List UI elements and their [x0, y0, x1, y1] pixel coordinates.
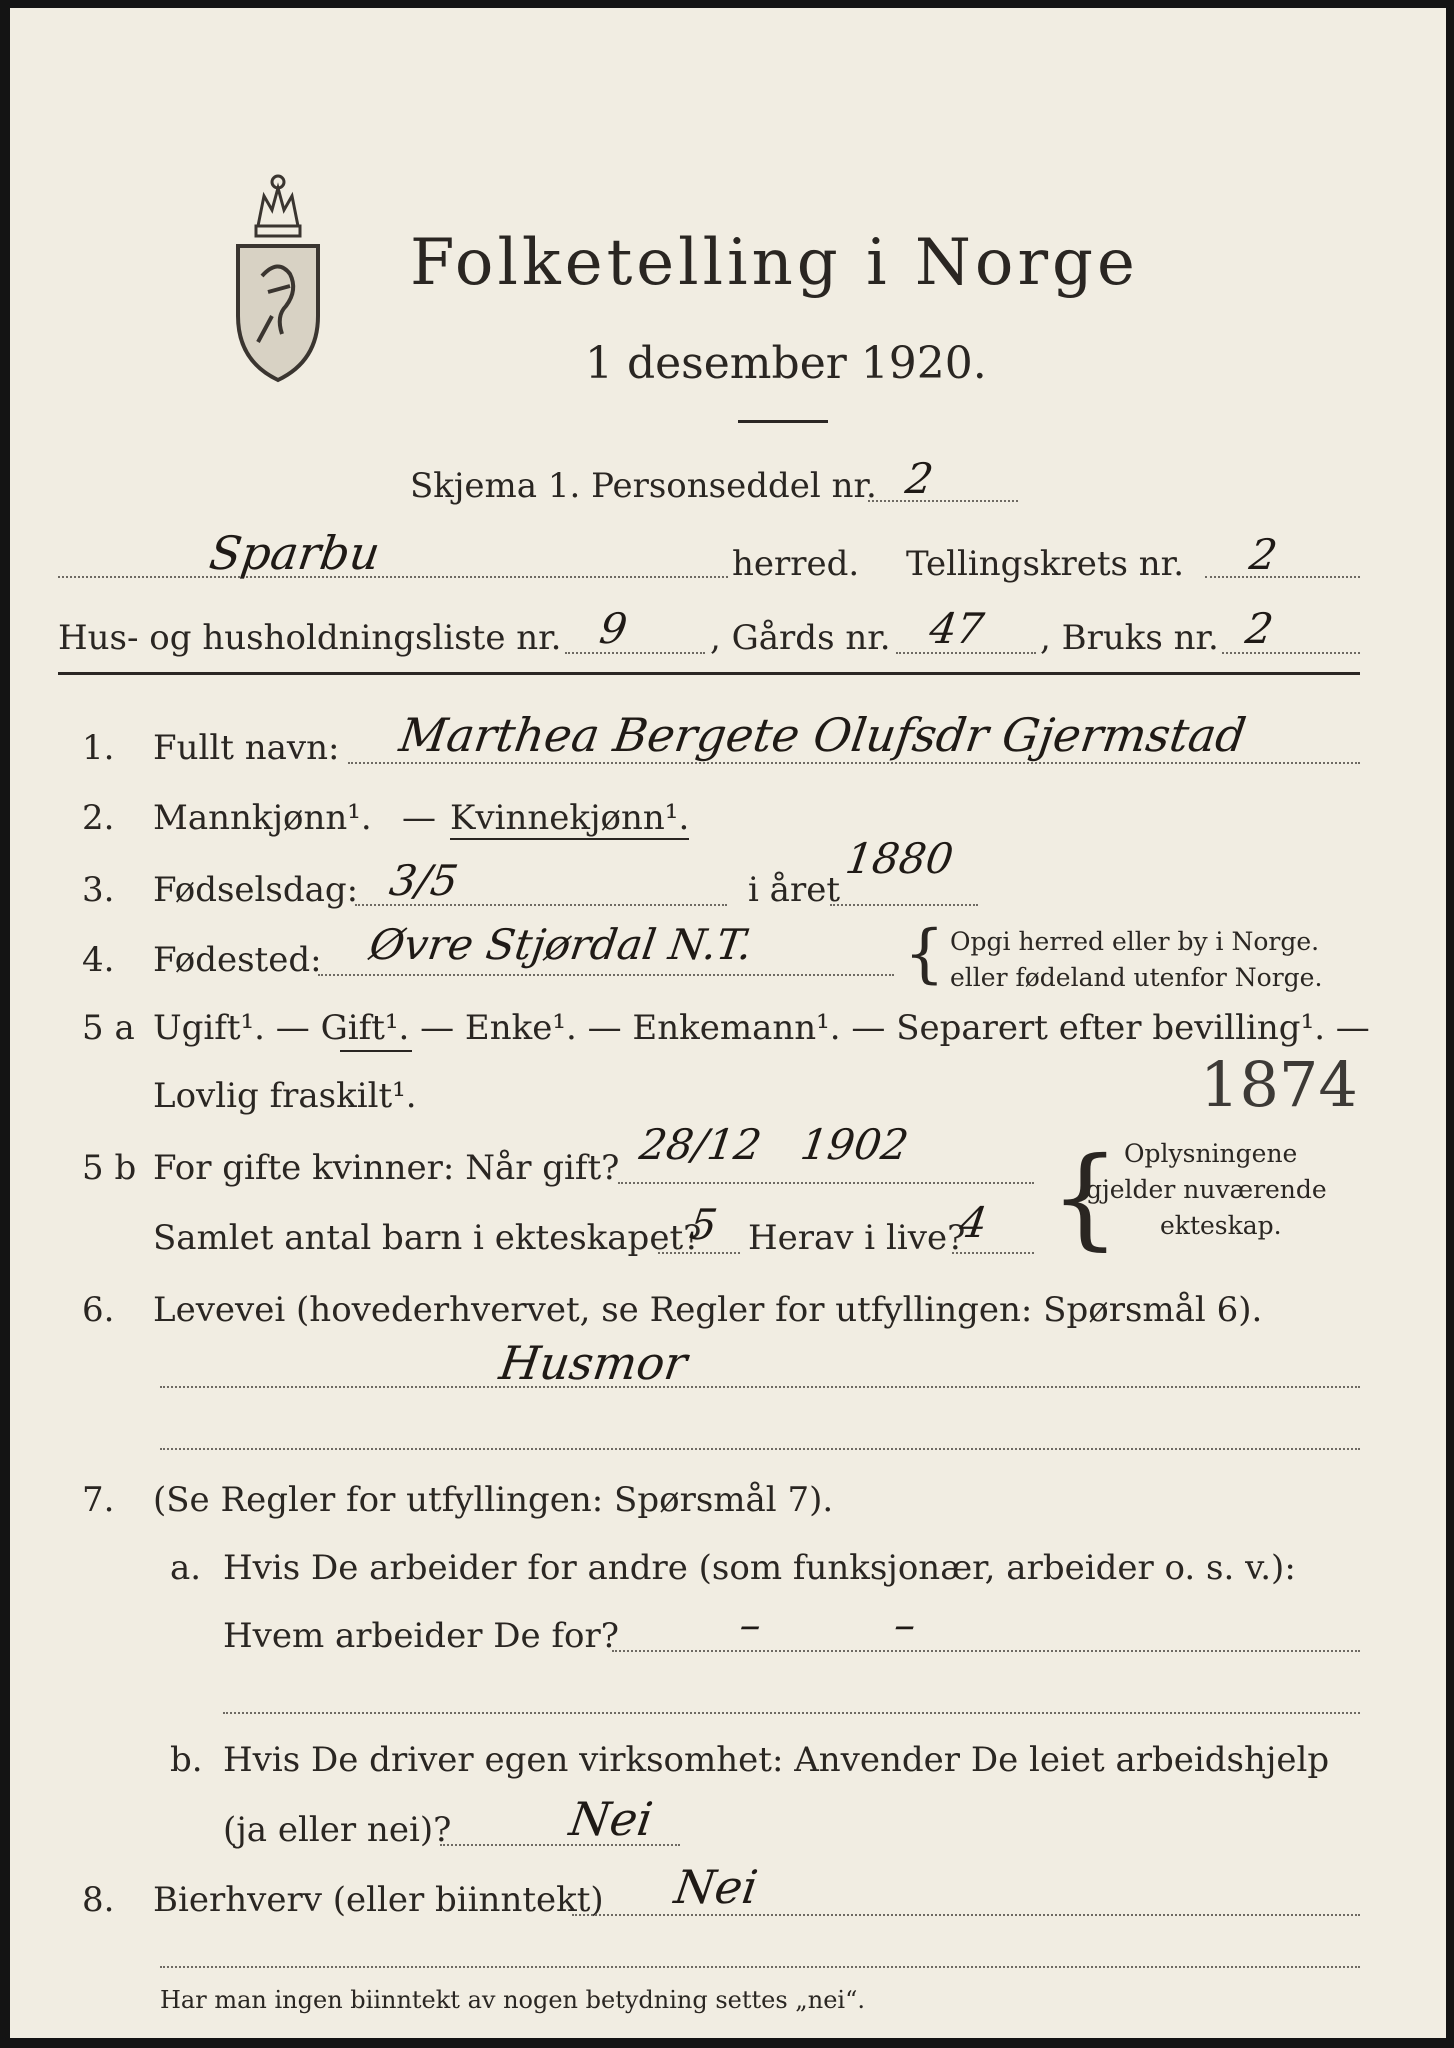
birthplace-dots [318, 974, 894, 976]
married-date-value: 28/12 1902 [636, 1120, 912, 1169]
section-divider [58, 672, 1360, 675]
children-value: 5 [686, 1200, 721, 1249]
bruks-label: , Bruks nr. [1040, 618, 1219, 658]
q7-label: (Se Regler for utfyllingen: Spørsmål 7). [153, 1480, 834, 1520]
bruks-number: 2 [1242, 604, 1277, 653]
help-label: (ja eller nei)? [223, 1810, 452, 1850]
gards-number: 47 [926, 604, 987, 653]
q5a-number: 5 a [82, 1008, 135, 1048]
q7b-text: Hvis De driver egen virksomhet: Anvender De leiet arbeidshjelp [223, 1740, 1330, 1780]
census-date: 1 desember 1920. [585, 338, 987, 389]
q6-number: 6. [82, 1290, 115, 1330]
q5b-number: 5 b [82, 1148, 137, 1188]
occupation-dots-2 [160, 1448, 1360, 1450]
living-value: 4 [956, 1198, 991, 1247]
herred-value: Sparbu [206, 526, 384, 580]
footer-note: Har man ingen biinntekt av nogen betydning settes „nei“. [160, 1986, 865, 2014]
gards-label: , Gårds nr. [710, 618, 891, 658]
hus-number: 9 [596, 604, 631, 653]
occupation-dots-1 [160, 1386, 1360, 1388]
q1-number: 1. [82, 728, 115, 768]
birthdate-label: Fødselsdag: [153, 870, 359, 910]
schema-dots [868, 500, 1018, 502]
marriage-brace: { [1050, 1133, 1120, 1261]
occupation-label: Levevei (hovederhvervet, se Regler for utfyllingen: Spørsmål 6). [153, 1290, 1263, 1330]
employer-value: – – [736, 1600, 919, 1649]
living-label: Herav i live? [748, 1218, 966, 1258]
birthplace-note-2: eller fødeland utenfor Norge. [950, 963, 1323, 992]
form-title: Folketelling i Norge [410, 226, 1139, 300]
q1-label: Fullt navn: [153, 728, 340, 768]
hus-label: Hus- og husholdningsliste nr. [58, 618, 562, 658]
female-option-selected: Kvinnekjønn¹. [450, 798, 690, 838]
marital-year-note: 1874 [1200, 1048, 1358, 1121]
employer-dots [612, 1650, 1360, 1652]
herred-dots [58, 576, 728, 578]
living-dots [952, 1252, 1034, 1254]
q7a-text: Hvis De arbeider for andre (som funksjonær, arbeider o. s. v.): [223, 1548, 1296, 1588]
birthplace-value: Øvre Stjørdal N.T. [366, 920, 756, 969]
marriage-note-2: gjelder nuværende [1086, 1175, 1327, 1204]
gender-separator: — [402, 798, 436, 838]
children-label: Samlet antal barn i ekteskapet? [153, 1218, 702, 1258]
occupation-value: Husmor [496, 1336, 691, 1390]
full-name-value: Marthea Bergete Olufsdr Gjermstad [396, 708, 1250, 762]
herred-label: herred. [732, 544, 860, 584]
marriage-note-3: ekteskap. [1160, 1211, 1282, 1240]
marital-options: Ugift¹. — Gift¹. — Enke¹. — Enkemann¹. — Separert efter bevilling¹. — [153, 1008, 1370, 1048]
male-option: Mannkjønn¹. [153, 798, 372, 838]
title-divider [738, 420, 828, 423]
birthyear-label: i året [748, 870, 840, 910]
hus-dots [565, 652, 705, 654]
q2-number: 2. [82, 798, 115, 838]
side-income-dots-2 [160, 1966, 1360, 1968]
birthyear-value: 1880 [842, 834, 957, 883]
married-label: For gifte kvinner: Når gift? [153, 1148, 620, 1188]
q4-number: 4. [82, 940, 115, 980]
schema-label: Skjema 1. Personseddel nr. [410, 466, 877, 506]
q8-number: 8. [82, 1880, 115, 1920]
coat-of-arms-icon [228, 166, 328, 386]
q7b-letter: b. [170, 1740, 203, 1780]
side-income-dots [572, 1914, 1360, 1916]
census-form [10, 8, 1446, 2038]
birthplace-brace: { [904, 917, 945, 991]
married-dots [618, 1182, 1034, 1184]
marriage-note-1: Oplysningene [1124, 1139, 1298, 1168]
side-income-value: Nei [671, 1860, 761, 1914]
birthplace-label: Fødested: [153, 940, 322, 980]
children-dots [658, 1252, 740, 1254]
birthyear-dots [830, 904, 978, 906]
birthplace-note-1: Opgi herred eller by i Norge. [950, 927, 1320, 956]
tellingskrets-dots [1205, 576, 1360, 578]
q1-dots [348, 762, 1360, 764]
side-income-label: Bierhverv (eller biinntekt) [153, 1880, 604, 1920]
gift-selected-underline [340, 1050, 412, 1052]
q3-number: 3. [82, 870, 115, 910]
birthdate-value: 3/5 [386, 856, 462, 905]
help-value: Nei [566, 1792, 656, 1846]
q7-number: 7. [82, 1480, 115, 1520]
tellingskrets-number: 2 [1246, 530, 1281, 579]
employer-dots-2 [223, 1712, 1360, 1714]
marital-options-2: Lovlig fraskilt¹. [153, 1076, 417, 1116]
schema-number: 2 [902, 454, 937, 503]
tellingskrets-label: Tellingskrets nr. [906, 544, 1185, 584]
employer-label: Hvem arbeider De for? [223, 1616, 619, 1656]
q7a-letter: a. [170, 1548, 202, 1588]
